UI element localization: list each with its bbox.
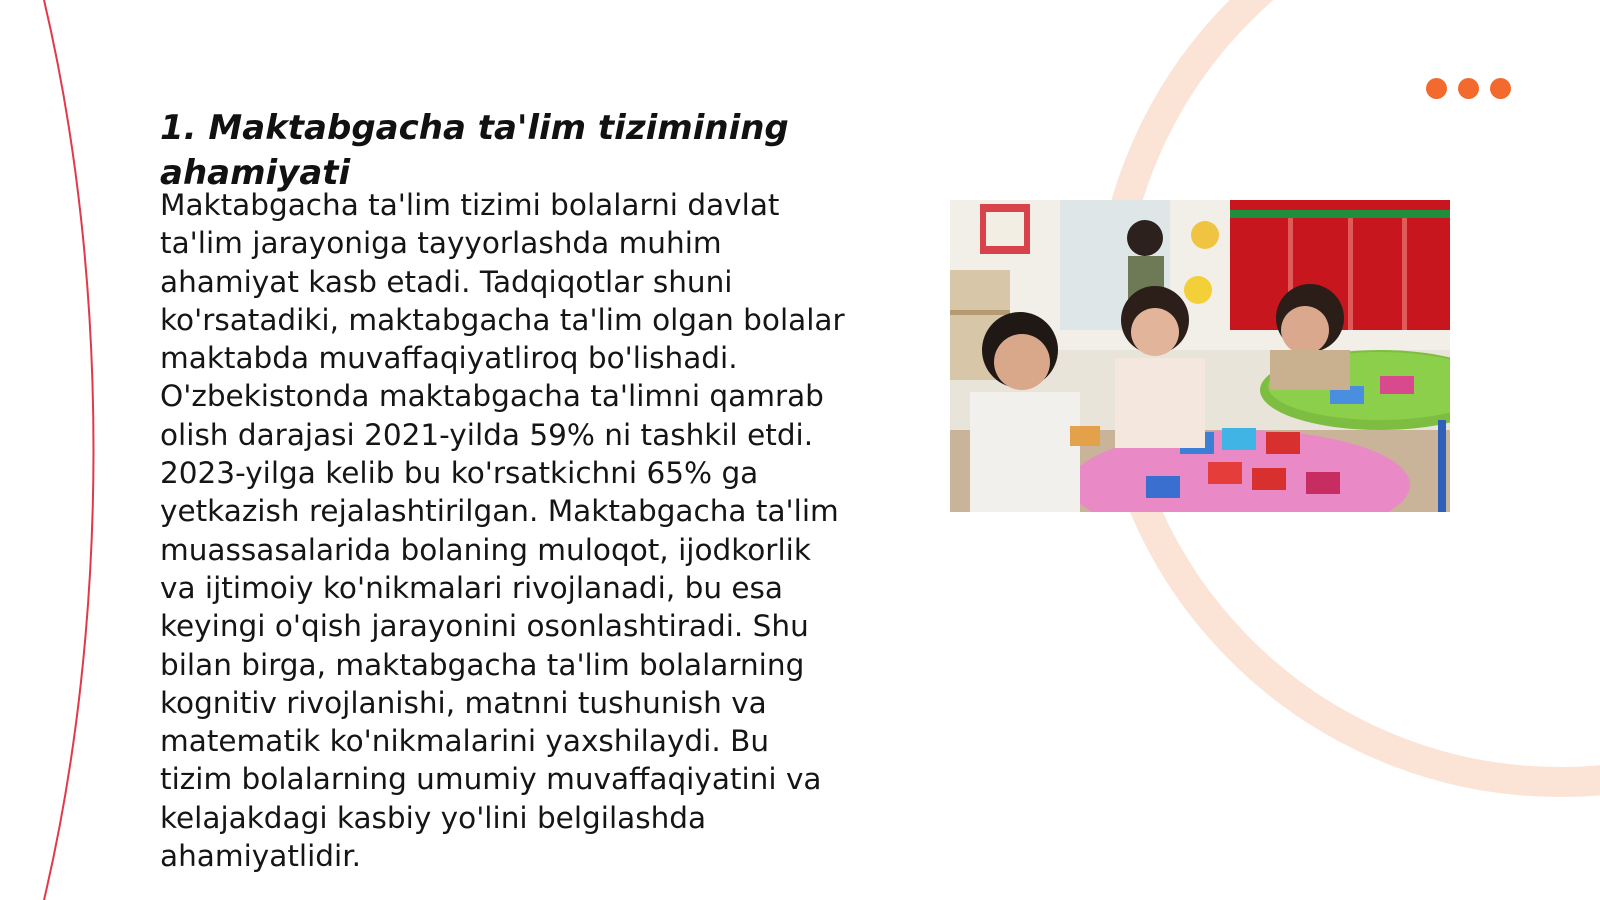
dot-icon: [1490, 78, 1511, 99]
menu-dots: [1426, 78, 1512, 100]
dot-icon: [1458, 78, 1479, 99]
left-red-arc: [44, 0, 94, 900]
dot-icon: [1426, 78, 1447, 99]
slide-body-text: Maktabgacha ta'lim tizimi bolalarni davlat ta'lim jarayoniga tayyorlashda muhim ahamiyat kasb etadi. Tadqiqotlar shuni ko'rsatadiki, maktabgacha ta'lim olgan bolalar maktabda muvaffaqiyatliroq bo'lishadi. O'zbekistonda maktabgacha ta'limni qamrab olish darajasi 2021-yilda 59% ni tashkil etdi. 2023-yilga kelib bu ko'rsatkichni 65% ga yetkazish rejalashtirilgan. Maktabgacha ta'lim muassasalarida bolaning muloqot, ijodkorlik va ijtimoiy ko'nikmalari rivojlanadi, bu esa keyingi o'qish jarayonini osonlashtiradi. Shu bilan birga, maktabgacha ta'lim bolalarning kognitiv rivojlanishi, matnni tushunish va matematik ko'nikmalarini yaxshilaydi. Bu tizim bolalarning umumiy muvaffaqiyatini va kelajakdagi kasbiy yo'lini belgilashda ahamiyatlidir.: [160, 188, 845, 874]
children-playing-image: [950, 200, 1450, 512]
slide-title: 1. Maktabgacha ta'lim tizimining ahamiyati: [160, 108, 789, 193]
classroom-photo: [950, 200, 1450, 512]
